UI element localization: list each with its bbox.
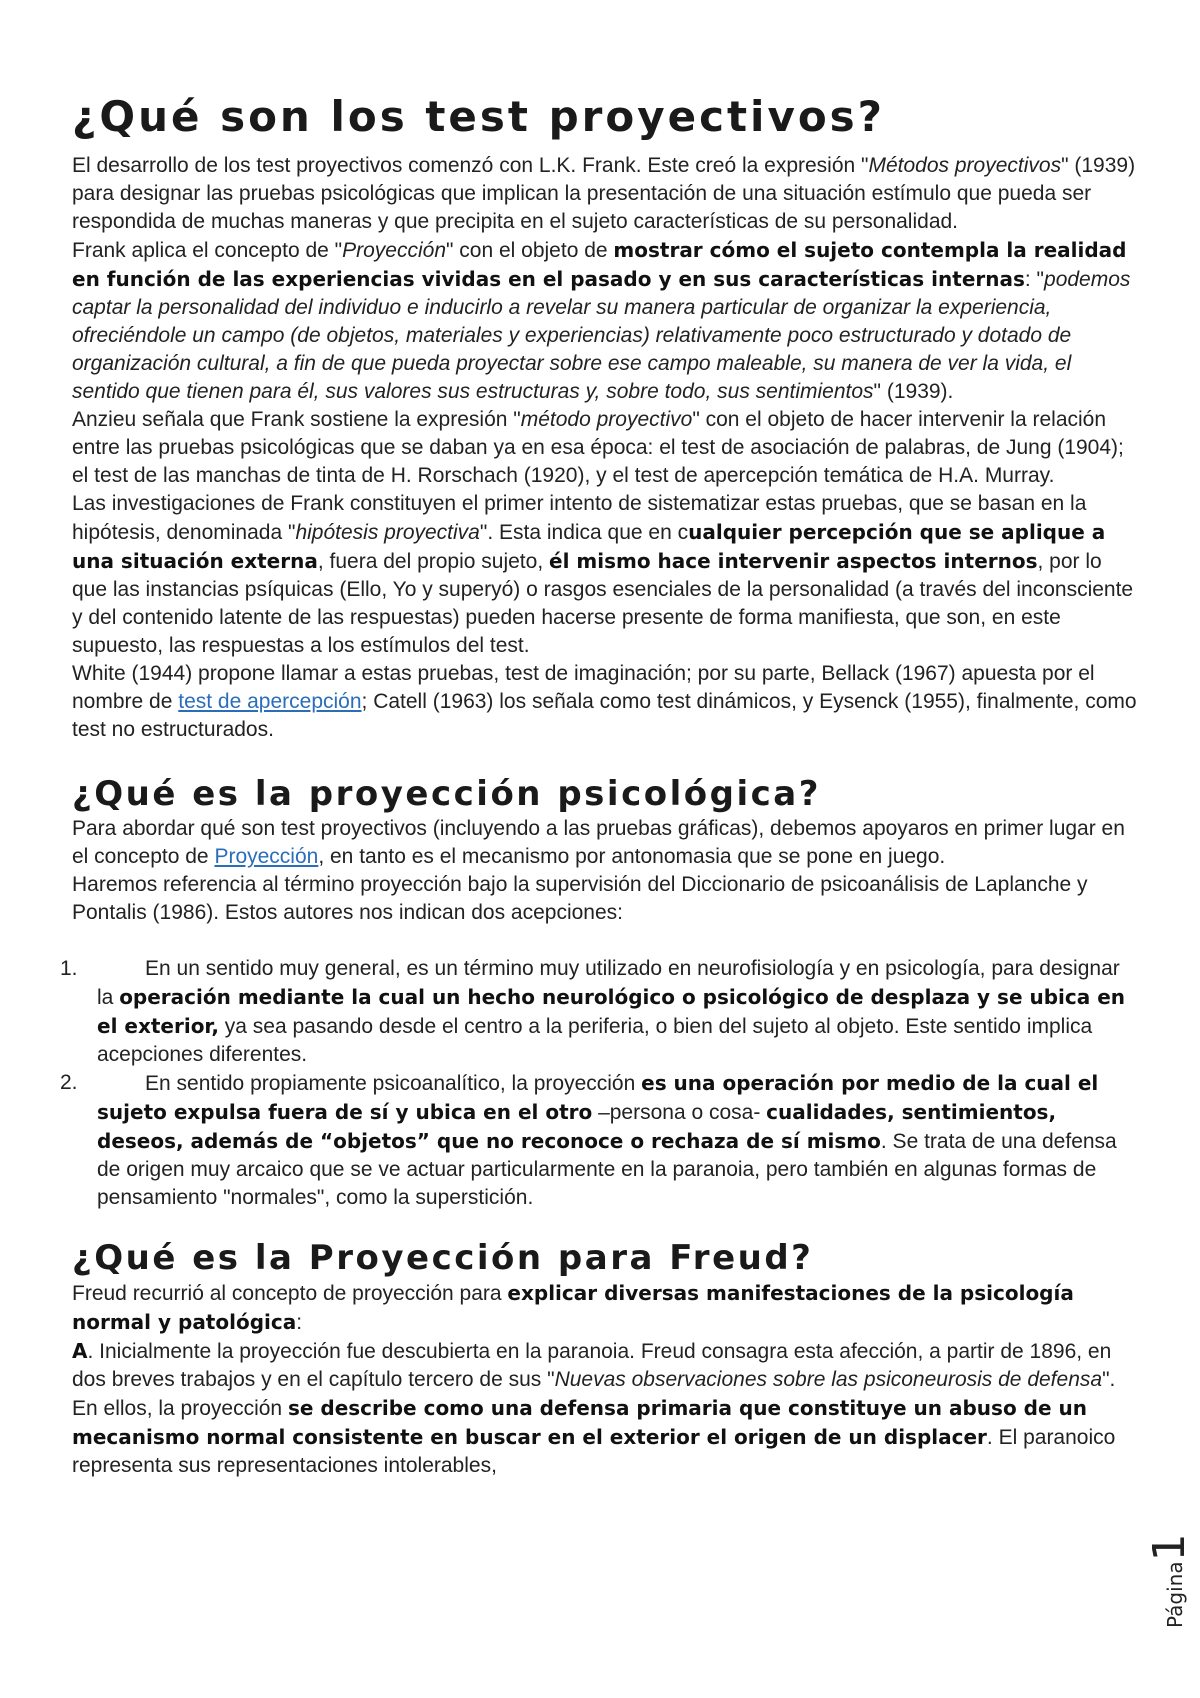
spacer [72,927,1140,955]
italic-text: podemos captar la personalidad del individuo e inducirlo a revelar su manera particular de organizar la experiencia, ofreciéndole un campo (de objetos, materiales y experiencias) relativamente poco estructurado y dotado de organización cultural, a fin de que pueda proyectar sobre ese campo maleable, su manera de ver la vida, el sentido que tienen para él, sus valores sus estructuras y, sobre todo, sus sentimientos [72,268,1131,404]
bold-text: operación mediante la cual un hecho neurológico o psicológico de desplaza y se ubica en el exterior, [97,985,1126,1039]
list-item [60,955,1140,1069]
paragraph: Haremos referencia al término proyección bajo la supervisión del Diccionario de psicoanálisis de Laplanche y Pontalis (1986). Estos autores nos indican dos acepciones: [72,873,1088,925]
text: " con el objeto de [446,239,614,263]
text: En un sentido muy general, es un término muy utilizado en neurofisiología y en psicología, para designar la [97,957,1120,1010]
bold-text: cualidades, sentimientos, deseos, además de “objetos” que no reconoce o rechaza de sí mismo [97,1100,1057,1154]
page-number-rotated [1144,1533,1195,1628]
section-title-proyeccion-psicologica: ¿Qué es la proyección psicológica? [72,774,821,815]
text: : [296,1310,303,1334]
text: En sentido propiamente psicoanalítico, la proyección [145,1072,642,1096]
bold-text: A [72,1338,88,1363]
page-number [1144,1508,1195,1628]
text: , en tanto es el mecanismo por antonomasia que se pone en juego. [318,845,946,869]
page-label: Página [1163,1561,1187,1628]
paragraph [72,406,1140,490]
text: ; Catell (1963) los señala como test dinámicos, y Eysenck (1955), finalmente, como test no estructurados. [72,690,1137,742]
list-number: 1. [60,957,78,981]
bold-text: se describe como una defensa primaria que constituye un abuso de un mecanismo normal consistente en buscar en el exterior el origen de un displacer [72,1395,1087,1449]
text: Frank aplica el concepto de " [72,239,343,263]
text: El desarrollo de los test proyectivos comenzó con L.K. Frank. Este creó la expresión " [72,154,869,178]
text: " (1939). [873,380,954,404]
italic-text: método proyectivo [520,408,693,432]
text: . Se trata de una defensa de origen muy arcaico que se ve actuar particularmente en la paranoia, pero también en algunas formas de pensamiento "normales", como la superstición. [97,1130,1117,1210]
text: Las investigaciones de Frank constituyen el primer intento de sistematizar estas pruebas, que se basan en la hipótesis, denominada " [72,492,1087,545]
bold-text: ualquier percepción que se aplique a una situación externa [72,520,1106,574]
list-number: 2. [60,1071,78,1095]
paragraph [72,1337,1140,1480]
text: . Inicialmente la proyección fue descubierta en la paranoia. Freud consagra esta afección, a partir de 1896, en dos breves trabajos y en el capítulo tercero de sus " [72,1339,1112,1391]
paragraph [72,1279,1140,1337]
text: ya sea pasando desde el centro a la periferia, o bien del sujeto al objeto. Este sentido implica acepciones diferentes. [97,1015,1093,1067]
text: : " [1024,268,1045,292]
numbered-list [60,955,1140,1212]
text: White (1944) propone llamar a estas pruebas, test de imaginación; por su parte, Bellack (1967) apuesta por el nombre de [72,662,1095,714]
text: ". En ellos, la proyección [72,1367,1116,1420]
bold-text: él mismo hace intervenir aspectos internos [549,549,1038,574]
text: , fuera del propio sujeto, [317,550,549,574]
text: , por lo que las instancias psíquicas (Ello, Yo y superyó) o rasgos esenciales de la personalidad (a través del inconsciente y del contenido latente de las respuestas) pueden hacerse presente de forma manifiesta, que son, en este supuesto, las respuestas a los estímulos del test. [72,550,1134,658]
paragraph [72,236,1140,406]
text: . El paranoico representa sus representaciones intolerables, [72,1425,1116,1477]
paragraph [72,152,1140,236]
italic-text: Nuevas observaciones sobre las psiconeurosis de defensa [554,1367,1103,1391]
section-title-proyeccion-freud: ¿Qué es la Proyección para Freud? [72,1238,814,1279]
link-proyeccion[interactable]: Proyección [214,845,319,869]
paragraph [72,815,1140,871]
text: Anzieu señala que Frank sostiene la expresión " [72,408,521,432]
italic-text: Proyección [342,239,446,263]
text: –persona o cosa- [592,1101,767,1125]
italic-text: hipótesis proyectiva [295,521,480,545]
text: Para abordar qué son test proyectivos (incluyendo a las pruebas gráficas), debemos apoyaros en primer lugar en el concepto de [72,817,1125,869]
paragraph [72,660,1140,744]
text: ". Esta indica que en c [479,521,689,545]
bold-text: mostrar cómo el sujeto contempla la realidad en función de las experiencias vividas en el pasado y en sus características internas [72,238,1127,292]
link-test-de-apercepcion[interactable]: test de apercepción [178,690,362,714]
page-number-value: 1 [1144,1533,1195,1562]
section-title-test-proyectivos: ¿Qué son los test proyectivos? [72,92,886,141]
list-item [60,1069,1140,1212]
text: Freud recurrió al concepto de proyección para [72,1281,508,1305]
text: " (1939) para designar las pruebas psicológicas que implican la presentación de una situación estímulo que pueda ser respondida de muchas maneras y que precipita en el sujeto características de su personalidad. [72,154,1136,234]
document-page [60,92,1140,1480]
bold-text: explicar diversas manifestaciones de la psicología normal y patológica [72,1280,1074,1334]
italic-text: Métodos proyectivos [868,154,1062,178]
text: " con el objeto de hacer intervenir la relación entre las pruebas psicológicas que se daban ya en esa época: el test de asociación de palabras, de Jung (1904); el test de las manchas de tinta de H. Rorschach (1920), y el test de apercepción temática de H.A. Murray. [72,408,1124,488]
bold-text: es una operación por medio de la cual el sujeto expulsa fuera de sí y ubica en el otro [97,1071,1099,1125]
paragraph [72,490,1140,660]
